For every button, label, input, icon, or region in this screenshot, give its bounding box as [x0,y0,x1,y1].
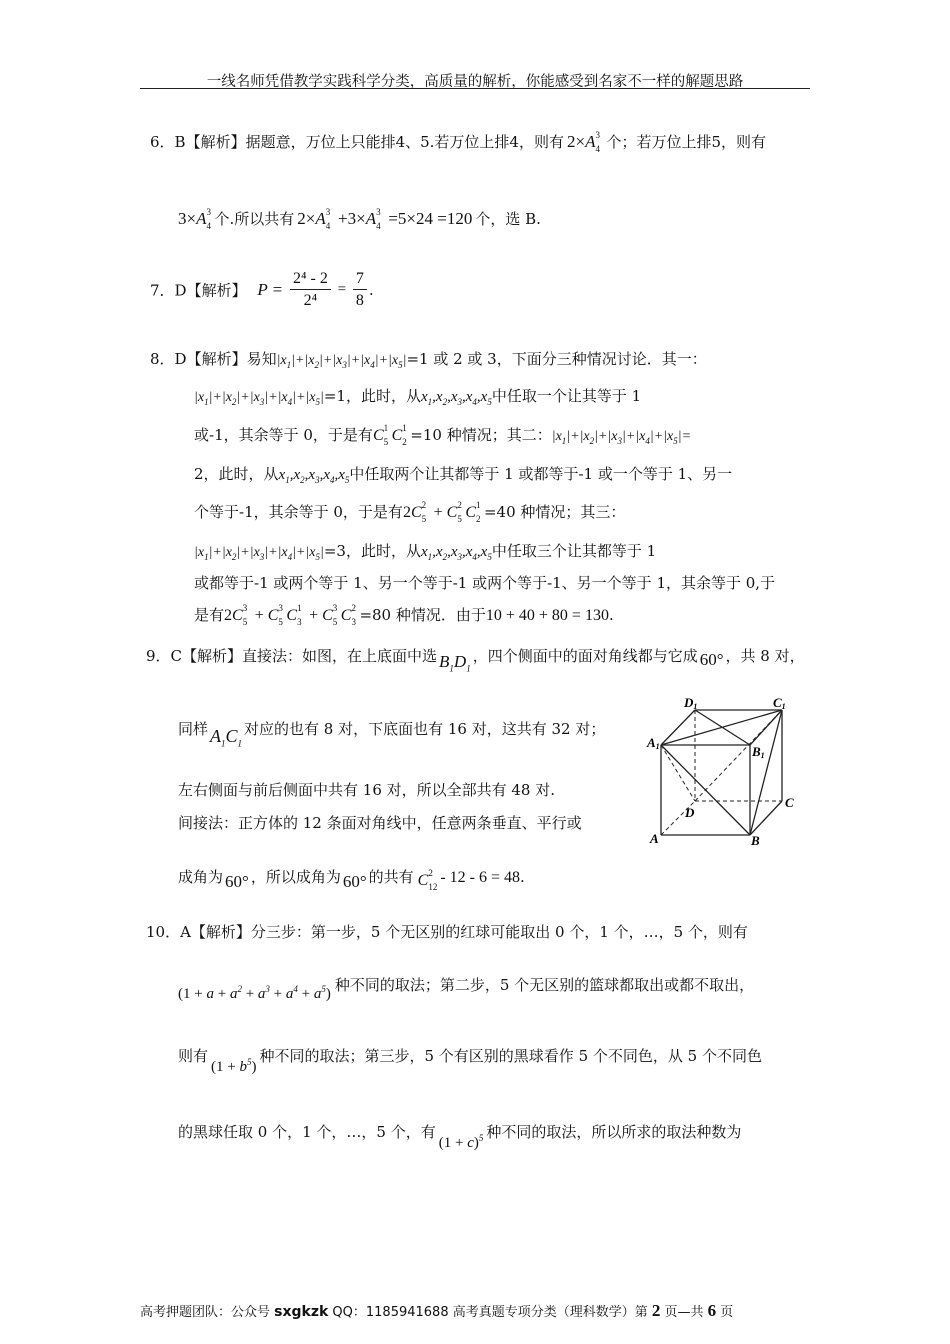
hidden-a1-d [661,745,695,801]
q9-line-3: 左右侧面与前后侧面中共有 16 对，所以全部共有 48 对. [178,781,556,799]
q8-line-5: 个等于-1，其余等于 0，于是有2C 2 5 + C 2 5 C 1 2 =40 种情况；其三： [194,500,626,525]
q7-fraction-1: $\frac{\text{2⁴ - 2}}{\text{2⁴}}$ [290,270,331,310]
label-a: A [650,831,659,846]
label-c: C [785,795,794,810]
label-b1: B1 [752,744,765,760]
q7-fraction-2: $\frac{7}{8}$ [353,270,367,310]
q9-line-2: 同样 $A_1C_1$对应的也有 8 对，下底面也有 16 对，这共有 32 对； [178,720,606,749]
label-c1: C1 [773,695,786,711]
q9-line-4: 间接法：正方体的 12 条面对角线中，任意两条垂直、平行或 [178,814,582,832]
q6-line-1: 6．B【解析】据题意，万位上只能排4、5.若万位上排4，则有 2×A 3 4 个；若万位上排5，则有 [150,130,766,155]
page-footer: 高考押题团队：公众号 sxgkzk QQ：1185941688 高考真题专项分类（理科数学）第 2 页—共 6 页 [140,1301,734,1320]
q7-line: 7．D【解析】 P = $\frac{\text{2⁴ - 2}}{\text{2⁴}}$ = $\frac{7}{8}$ . [150,270,374,309]
diag-b1-d1 [695,710,750,745]
diag-c1-b [750,710,782,835]
q8-line-1: 8．D【解析】易知$|x_1|+|x_2|+|x_3|+|x_4|+|x_5|=1$ 或 2 或 3，下面分三种情况讨论．其一： [150,350,707,370]
q8-line-8: 是有2C 3 5 + C 3 5 C 1 3 + C 3 5 C 2 3 =80 种情况．由于10 + 40 + 80 = 130. [194,603,614,628]
q10-line-4: 的黑球任取 0 个，1 个，…，5 个，有$(1 + c)^5$ 种不同的取法，所以所求的取法种数为 [178,1123,742,1151]
q10-line-1: 10．A【解析】分三步：第一步，5 个无区别的红球可能取出 0 个，1 个，…，5 个，则有 [146,923,748,941]
q8-line-4: 2，此时，从$x_1,x_2,x_3,x_4,x_5$中任取两个让其都等于 1 或都等于-1 或一个等于 1、另一 [194,465,733,485]
page-header: 一线名师凭借教学实践科学分类，高质量的解析，你能感受到名家不一样的解题思路 [206,74,744,90]
q9-line-5: 成角为 60° ，所以成角为 60° 的共有 C 2 12 - 12 - 6 = 48. [178,868,525,893]
q6-expr-1: 2×A 3 4 [566,130,600,155]
header-rule [140,88,810,89]
label-a1: A1 [647,735,660,751]
cube-figure [640,695,800,850]
q8-line-2: $|x_1|+|x_2|+|x_3|+|x_4|+|x_5|=1$，此时，从$x_1,x_2,x_3,x_4,x_5$中任取一个让其等于 1 [194,387,642,407]
label-d1: D1 [684,695,698,711]
hidden-d-c1 [695,710,782,801]
q8-line-3: 或-1，其余等于 0，于是有C 1 5 C 1 2 =10 种情况；其二：$|x_1|+|x_2|+|x_3|+|x_4|+|x_5|=$ [194,423,692,448]
q6-sum-expr: 2×A 3 4 +3×A 3 4 =5×24 =120 [297,207,473,232]
q8-line-7: 或都等于-1 或两个等于 1、另一个等于-1 或两个等于-1、另一个等于 1，其余等于 0,于 [194,574,776,592]
q8-line-6: $|x_1|+|x_2|+|x_3|+|x_4|+|x_5|=3$，此时，从$x_1,x_2,x_3,x_4,x_5$中任取三个让其都等于 1 [194,542,657,562]
q10-line-2: $(1 + a + a^2 + a^3 + a^4 + a^5)$ 种不同的取法；第二步，5 个无区别的篮球都取出或都不取出， [178,976,755,1002]
label-b: B [751,833,760,848]
q10-line-3: 则有$(1 + b^5)$种不同的取法；第三步，5 个有区别的黑球看作 5 个不同色，从 5 个不同色 [178,1047,762,1075]
q6-line-2: 3×A 3 4 个.所以共有 2×A 3 4 +3×A 3 4 =5×24 =120 个，选 B. [178,207,541,232]
label-d: D [685,805,695,820]
q9-line-1: 9．C【解析】直接法：如图，在上底面中选 $B_1D_1$，四个侧面中的面对角线都与它成 60° ，共 8 对， [146,647,805,674]
